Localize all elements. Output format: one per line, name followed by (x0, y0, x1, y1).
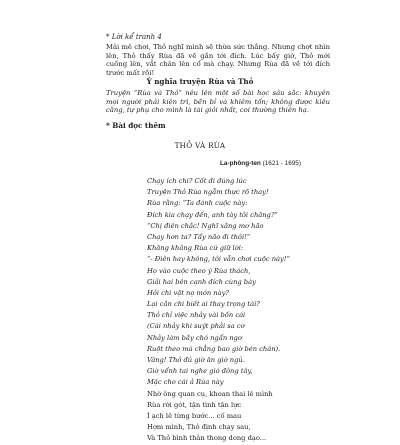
poem-line: Thỏ chỉ việc nhảy vài bốn cái (147, 311, 246, 320)
poem-line: Ì ạch lê từng bước... cố mau (147, 411, 242, 420)
poem-line: Truyện Thỏ Rùa ngẫm thực rõ thay! (147, 188, 269, 197)
poem-line: Và Thỏ bình thản thong dong dạo... (147, 434, 267, 443)
poem-line: Nhảy làm bầy chó ngẩn ngơ (147, 333, 242, 342)
paragraph-2: Truyện “Rùa và Thỏ” nêu lên một số bài học sâu sắc: khuyên mọi người phải kiên trì, bền bỉ và khiêm tốn; không được kiêu căng, tự phụ cho mình là tài giỏi nhất, coi thường thiên hạ. (106, 89, 330, 115)
poem-line: Mặc cho cái ả Rùa này (147, 378, 224, 387)
poem-line: Đích kia chạy đến, anh tày tôi chăng?” (147, 210, 278, 219)
author-name: La-phông-ten (220, 160, 261, 167)
poem-line: Rùa rằng: “Ta đánh cuộc này: (147, 199, 248, 208)
section-label: * Lời kể tranh 4 (106, 33, 162, 41)
poem-line: (Cái nhảy khi suýt phải sa cơ (147, 322, 245, 331)
poem-body (147, 176, 357, 445)
poem-line: Ruột theo mà chẳng bao giờ bén chân). (147, 344, 281, 353)
poem-author (220, 160, 301, 167)
poem-line: Hợm mình, Thỏ định chạy sau, (147, 423, 251, 432)
poem-line: Giải hai bên cạnh đích cùng bày (147, 277, 256, 286)
poem-line: Lại cần chi biết ai thay trọng tài? (147, 300, 260, 309)
paragraph-1: Mải mê chơi, Thỏ nghĩ mình sẽ thừa sức thắng. Nhưng chợt nhìn lên, Thỏ thấy Rùa đã về gần tới đích. Lúc bấy giờ, Thỏ mới cuống lên, vắt chân lên cổ mà chạy. Nhưng Rùa đã về tới đích trước mất rồi! (106, 43, 330, 77)
poem-line: “- Điên hay không, tôi vẫn chơi cuộc này!” (147, 255, 290, 264)
poem-line: Vâng! Thỏ đủ giờ ăn giờ ngủ. (147, 356, 245, 364)
author-years: (1621 - 1695) (262, 160, 301, 167)
poem-line: “Chị điên chắc! Nghĩ xằng mơ hão (147, 221, 264, 230)
heading-y-nghia: Ý nghĩa truyện Rùa và Thỏ (146, 77, 254, 86)
poem-line: Khăng khăng Rùa cứ giữ lời: (147, 244, 244, 253)
poem-line: Chạy hơn ta? Tẩy não đi thôi!” (147, 232, 251, 241)
heading-bai-doc-them: * Bài đọc thêm (106, 121, 166, 130)
poem-line: Họ vào cuộc theo ý Rùa thách, (147, 266, 251, 275)
poem-line: Chạy ích chi? Cốt đi đúng lúc (147, 177, 247, 185)
poem-line: Giờ vểnh tai nghe gió đông tây, (147, 367, 253, 376)
poem-line: Nhờ ông quan cụ, khoan thai lê mình (147, 389, 273, 398)
poem-line: Hỏi chi vật nọ món này? (147, 288, 229, 297)
poem-title: THỎ VÀ RÙA (174, 141, 226, 150)
poem-line: Rùa rời gót, tận tình tận lực (147, 400, 242, 409)
